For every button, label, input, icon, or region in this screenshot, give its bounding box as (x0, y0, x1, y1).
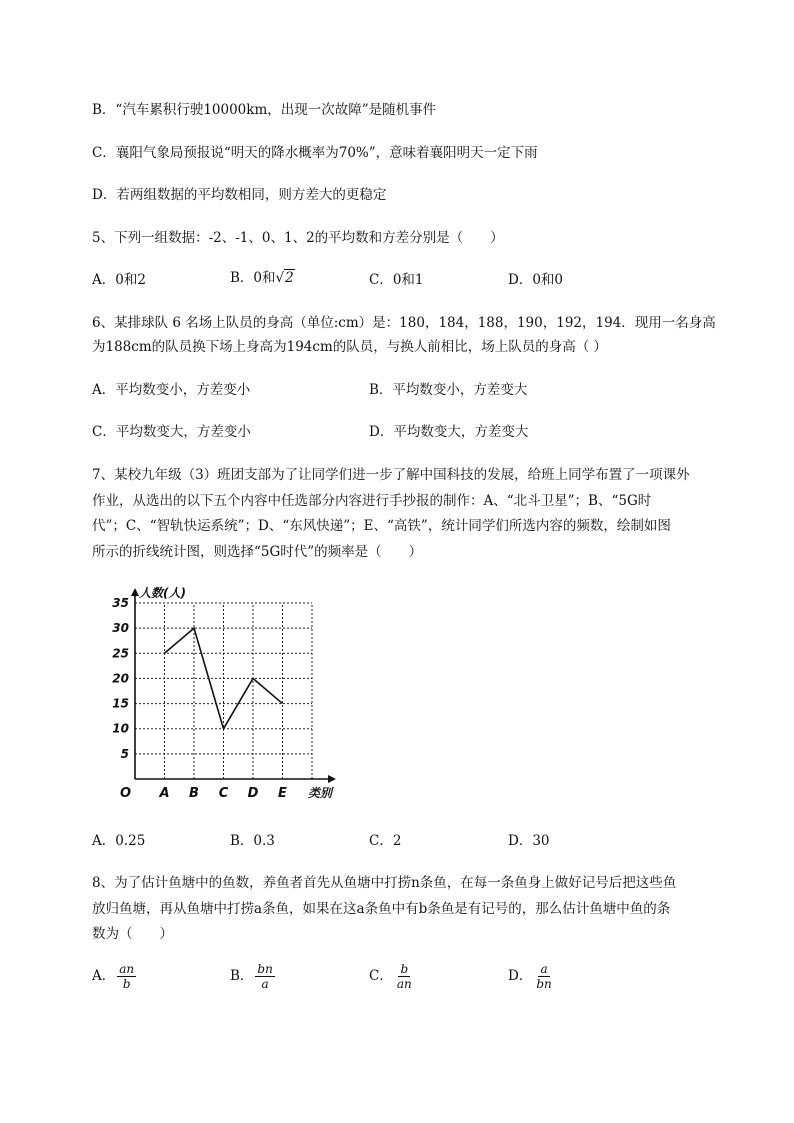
q8-option-c-label: C． (369, 968, 393, 984)
y-tick-label: 15 (112, 696, 129, 711)
question-6-line-2: 为188cm的队员换下场上身高为194cm的队员，与换人前相比，场上队员的身高（ ） (92, 339, 608, 355)
chart-grid (135, 603, 312, 779)
chart-x-ticks (158, 786, 287, 801)
numerator: a (540, 962, 548, 976)
denominator: bn (536, 977, 552, 991)
q5-option-b (230, 266, 295, 286)
q6-option-c: C．平均数变大，方差变小 (92, 424, 251, 440)
fraction (534, 962, 553, 991)
x-axis-label: 类别 (308, 786, 333, 800)
question-7-line-3: 代”；C、“智轨快运系统”；D、“东风快递”；E、“高铁”，统计同学们所选内容的频数，绘制如图 (92, 518, 671, 534)
y-axis-arrow (131, 588, 139, 596)
q8-option-a (92, 962, 136, 991)
q6-option-a: A．平均数变小，方差变小 (92, 382, 251, 398)
denominator: b (122, 977, 131, 991)
x-tick-label: C (218, 786, 229, 801)
question-7-line-1: 7、某校九年级（3）班团支部为了让同学们进一步了解中国科技的发展，给班上同学布置了一项课外 (92, 467, 690, 483)
y-tick-label: 35 (112, 596, 129, 610)
q8-option-c (369, 962, 414, 991)
y-tick-label: 10 (112, 721, 129, 736)
question-8-line-1: 8、为了估计鱼塘中的鱼数，养鱼者首先从鱼塘中打捞n条鱼，在每一条鱼身上做好记号后把这些鱼 (92, 875, 677, 891)
denominator: a (261, 977, 269, 991)
q8-option-b (230, 962, 275, 991)
q6-option-b: B．平均数变小，方差变大 (369, 382, 528, 398)
x-axis-arrow (328, 775, 336, 783)
question-8-line-3: 数为（ ） (92, 926, 173, 942)
numerator: bn (257, 962, 273, 976)
q7-option-c: C．2 (369, 833, 402, 849)
question-7-line-2: 作业，从选出的以下五个内容中任选部分内容进行手抄报的制作：A、“北斗卫星”；B、“5G时 (92, 493, 652, 509)
q8-option-d-label: D． (508, 968, 533, 984)
chart-y-ticks (112, 596, 129, 761)
sqrt-radicand: 2 (285, 270, 294, 286)
q5-option-a: A．0和2 (92, 272, 146, 288)
y-axis-label: 人数(人) (139, 586, 186, 600)
q5-option-b-label: B．0和 (230, 270, 276, 286)
question-5: 5、下列一组数据：-2、-1、0、1、2的平均数和方差分别是（ ） (92, 230, 504, 246)
q7-option-a: A．0.25 (92, 833, 146, 849)
y-tick-label: 30 (112, 621, 129, 636)
q6-option-d: D．平均数变大，方差变大 (369, 424, 529, 440)
numerator: an (119, 962, 135, 976)
q7-option-d: D．30 (508, 833, 550, 849)
question-8-line-2: 放归鱼塘，再从鱼塘中打捞a条鱼，如果在这a条鱼中有b条鱼是有记号的，那么估计鱼塘中鱼的条 (92, 901, 671, 917)
q5-option-c: C．0和1 (369, 272, 424, 288)
x-tick-label: B (189, 786, 199, 801)
question-6-line-1: 6、某排球队 6 名场上队员的身高（单位:cm）是：180，184，188，190，192，194．现用一名身高 (92, 315, 716, 331)
q4-option-c: C．襄阳气象局预报说“明天的降水概率为70%”，意味着襄阳明天一定下雨 (92, 145, 538, 161)
chart-axes (131, 588, 336, 783)
q5-option-d: D．0和0 (508, 272, 564, 288)
q8-option-a-label: A． (92, 968, 116, 984)
y-tick-label: 5 (120, 746, 129, 761)
sqrt-expression: √2 (275, 270, 294, 286)
numerator: b (400, 962, 409, 976)
q7-option-b: B．0.3 (230, 833, 275, 849)
line-chart (112, 580, 342, 805)
q8-option-b-label: B． (230, 968, 254, 984)
q4-option-d: D．若两组数据的平均数相同，则方差大的更稳定 (92, 187, 387, 203)
fraction (395, 962, 414, 991)
fraction (117, 962, 136, 991)
x-tick-label: A (159, 786, 170, 801)
denominator: an (396, 977, 412, 991)
question-7-line-4: 所示的折线统计图，则选择“5G时代”的频率是（ ） (92, 544, 423, 560)
y-tick-label: 20 (112, 671, 129, 686)
x-tick-label: D (247, 786, 259, 801)
q4-option-b: B．“汽车累积行驶10000km，出现一次故障”是随机事件 (92, 102, 437, 118)
fraction (255, 962, 274, 991)
origin-label: O (120, 786, 132, 801)
q8-option-d (508, 962, 554, 991)
x-tick-label: E (278, 786, 287, 801)
y-tick-label: 25 (112, 646, 129, 661)
